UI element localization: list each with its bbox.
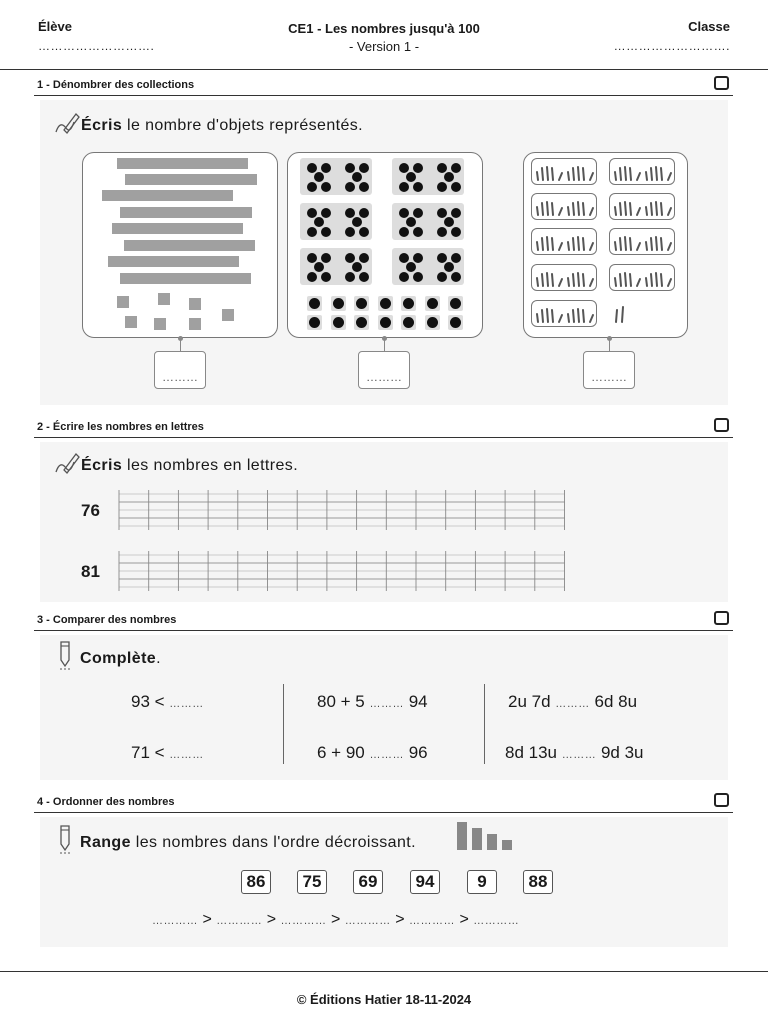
footer-divider xyxy=(0,971,768,972)
unit-square xyxy=(125,316,137,328)
dot xyxy=(352,217,362,227)
dot xyxy=(321,182,331,192)
section-1-instruction: Écris le nombre d'objets représentés. xyxy=(81,117,364,134)
dot xyxy=(437,182,447,192)
dot xyxy=(437,163,447,173)
dot xyxy=(352,262,362,272)
pencil-icon xyxy=(58,640,74,670)
dot xyxy=(444,217,454,227)
dot xyxy=(413,227,423,237)
dot xyxy=(314,217,324,227)
section-4-checkbox[interactable] xyxy=(714,793,729,807)
two-fingers-icon xyxy=(609,300,639,327)
dot xyxy=(307,272,317,282)
dot xyxy=(359,253,369,263)
section-3-instruction: Complète. xyxy=(80,650,161,667)
ten-bar xyxy=(120,273,251,284)
compare-row-2-col-2[interactable]: 6 + 90 ……… 96 xyxy=(317,743,428,762)
dot xyxy=(413,208,423,218)
dot xyxy=(437,227,447,237)
decreasing-bars-icon xyxy=(455,820,519,852)
dot xyxy=(444,172,454,182)
page-title: CE1 - Les nombres jusqu'à 100 xyxy=(288,21,480,36)
section-3-checkbox[interactable] xyxy=(714,611,729,625)
connector-dot xyxy=(178,336,183,341)
number-81: 81 xyxy=(81,562,100,581)
student-label: Élève xyxy=(38,19,72,34)
ten-bar xyxy=(108,256,239,267)
dot xyxy=(451,208,461,218)
dot xyxy=(399,253,409,263)
compare-row-1-col-1[interactable]: 93 < ……… xyxy=(131,692,204,711)
section-1-divider xyxy=(34,95,733,96)
section-3-divider xyxy=(34,630,733,631)
unit-dot-tile xyxy=(354,296,369,311)
ten-bar xyxy=(125,174,257,185)
order-answer-line[interactable]: ………… > ………… > ………… > ………… > ………… > ………… xyxy=(152,911,520,928)
compare-row-2-col-1[interactable]: 71 < ……… xyxy=(131,743,204,762)
number-tile-75[interactable]: 75 xyxy=(297,870,327,894)
ten-bar xyxy=(117,158,248,169)
number-tile-94[interactable]: 94 xyxy=(410,870,440,894)
ten-bar xyxy=(124,240,255,251)
dot xyxy=(352,172,362,182)
connector-dot xyxy=(382,336,387,341)
answer-box-2[interactable]: ……… xyxy=(358,351,410,389)
dot xyxy=(451,272,461,282)
number-tile-69[interactable]: 69 xyxy=(353,870,383,894)
section-2-checkbox[interactable] xyxy=(714,418,729,432)
answer-box-1[interactable]: ……… xyxy=(154,351,206,389)
dot xyxy=(321,253,331,263)
unit-dot-tile xyxy=(378,296,393,311)
two-hands-card xyxy=(531,193,597,220)
dot xyxy=(345,227,355,237)
unit-square xyxy=(189,318,201,330)
dot xyxy=(437,208,447,218)
number-76: 76 xyxy=(81,501,100,520)
dot xyxy=(406,217,416,227)
dot xyxy=(307,163,317,173)
dot xyxy=(359,182,369,192)
dot xyxy=(413,253,423,263)
unit-dot-tile xyxy=(425,296,440,311)
section-2-instruction: Écris les nombres en lettres. xyxy=(81,457,299,474)
number-tile-88[interactable]: 88 xyxy=(523,870,553,894)
unit-dot-tile xyxy=(448,315,463,330)
compare-row-2-col-3[interactable]: 8d 13u ……… 9d 3u xyxy=(505,743,644,762)
two-hands-card xyxy=(609,264,675,291)
ten-bar xyxy=(120,207,252,218)
two-hands-card xyxy=(531,158,597,185)
unit-dot-tile xyxy=(307,315,322,330)
ten-bar xyxy=(102,190,233,201)
section-1-checkbox[interactable] xyxy=(714,76,729,90)
student-name-field[interactable]: ………………………. xyxy=(38,39,155,53)
dot xyxy=(321,208,331,218)
unit-square xyxy=(117,296,129,308)
unit-square xyxy=(154,318,166,330)
dot xyxy=(437,272,447,282)
section-1-title: 1 - Dénombrer des collections xyxy=(37,79,195,91)
connector-dot xyxy=(607,336,612,341)
dot xyxy=(413,163,423,173)
dot xyxy=(314,172,324,182)
writing-lines-81[interactable] xyxy=(117,551,567,591)
dot xyxy=(345,182,355,192)
dot xyxy=(444,262,454,272)
two-hands-card xyxy=(531,228,597,255)
class-label: Classe xyxy=(688,19,730,34)
unit-dot-tile xyxy=(448,296,463,311)
class-name-field[interactable]: ………………………. xyxy=(613,39,730,53)
dot xyxy=(451,163,461,173)
dot xyxy=(359,163,369,173)
dot xyxy=(451,227,461,237)
dot xyxy=(307,208,317,218)
unit-dot-tile xyxy=(307,296,322,311)
dot xyxy=(345,253,355,263)
section-4-instruction: Range les nombres dans l'ordre décroissant. xyxy=(80,834,416,851)
dot xyxy=(413,272,423,282)
dot xyxy=(359,227,369,237)
two-hands-card xyxy=(609,158,675,185)
section-2-title: 2 - Écrire les nombres en lettres xyxy=(37,421,204,433)
compare-row-1-col-2[interactable]: 80 + 5 ……… 94 xyxy=(317,692,428,711)
writing-lines-76[interactable] xyxy=(117,490,567,530)
dot xyxy=(437,253,447,263)
dot xyxy=(314,262,324,272)
unit-dot-tile xyxy=(331,315,346,330)
dot xyxy=(359,208,369,218)
unit-square xyxy=(222,309,234,321)
section-3-title: 3 - Comparer des nombres xyxy=(37,614,177,626)
dot xyxy=(359,272,369,282)
dot xyxy=(451,253,461,263)
two-hands-card xyxy=(531,300,597,327)
two-hands-card xyxy=(531,264,597,291)
dot xyxy=(307,182,317,192)
section-4-divider xyxy=(34,812,733,813)
unit-square xyxy=(189,298,201,310)
dot xyxy=(451,182,461,192)
unit-dot-tile xyxy=(401,296,416,311)
unit-dot-tile xyxy=(331,296,346,311)
number-tile-86[interactable]: 86 xyxy=(241,870,271,894)
dot xyxy=(307,227,317,237)
dot xyxy=(345,272,355,282)
two-hands-card xyxy=(609,228,675,255)
column-separator xyxy=(484,684,485,764)
dot xyxy=(399,182,409,192)
dot xyxy=(406,262,416,272)
answer-box-3[interactable]: ……… xyxy=(583,351,635,389)
dot xyxy=(307,253,317,263)
ten-bar xyxy=(112,223,243,234)
header-divider xyxy=(0,69,768,70)
number-tile-9[interactable]: 9 xyxy=(467,870,497,894)
compare-row-1-col-3[interactable]: 2u 7d ……… 6d 8u xyxy=(508,692,638,711)
dot xyxy=(399,163,409,173)
dot xyxy=(345,208,355,218)
version-label: - Version 1 - xyxy=(348,39,420,54)
dot xyxy=(413,182,423,192)
dot xyxy=(321,272,331,282)
dot xyxy=(399,272,409,282)
column-separator xyxy=(283,684,284,764)
unit-dot-tile xyxy=(401,315,416,330)
section-2-divider xyxy=(34,437,733,438)
unit-dot-tile xyxy=(378,315,393,330)
unit-square xyxy=(158,293,170,305)
pencil-write-icon xyxy=(52,450,80,476)
dot xyxy=(345,163,355,173)
dot xyxy=(406,172,416,182)
dot xyxy=(399,227,409,237)
two-hands-card xyxy=(609,193,675,220)
dot xyxy=(321,163,331,173)
footer-copyright: © Éditions Hatier 18-11-2024 xyxy=(296,992,472,1007)
unit-dot-tile xyxy=(425,315,440,330)
pencil-write-icon xyxy=(52,110,80,136)
dot xyxy=(321,227,331,237)
section-4-title: 4 - Ordonner des nombres xyxy=(37,796,175,808)
dot xyxy=(399,208,409,218)
pencil-icon xyxy=(58,824,74,854)
unit-dot-tile xyxy=(354,315,369,330)
